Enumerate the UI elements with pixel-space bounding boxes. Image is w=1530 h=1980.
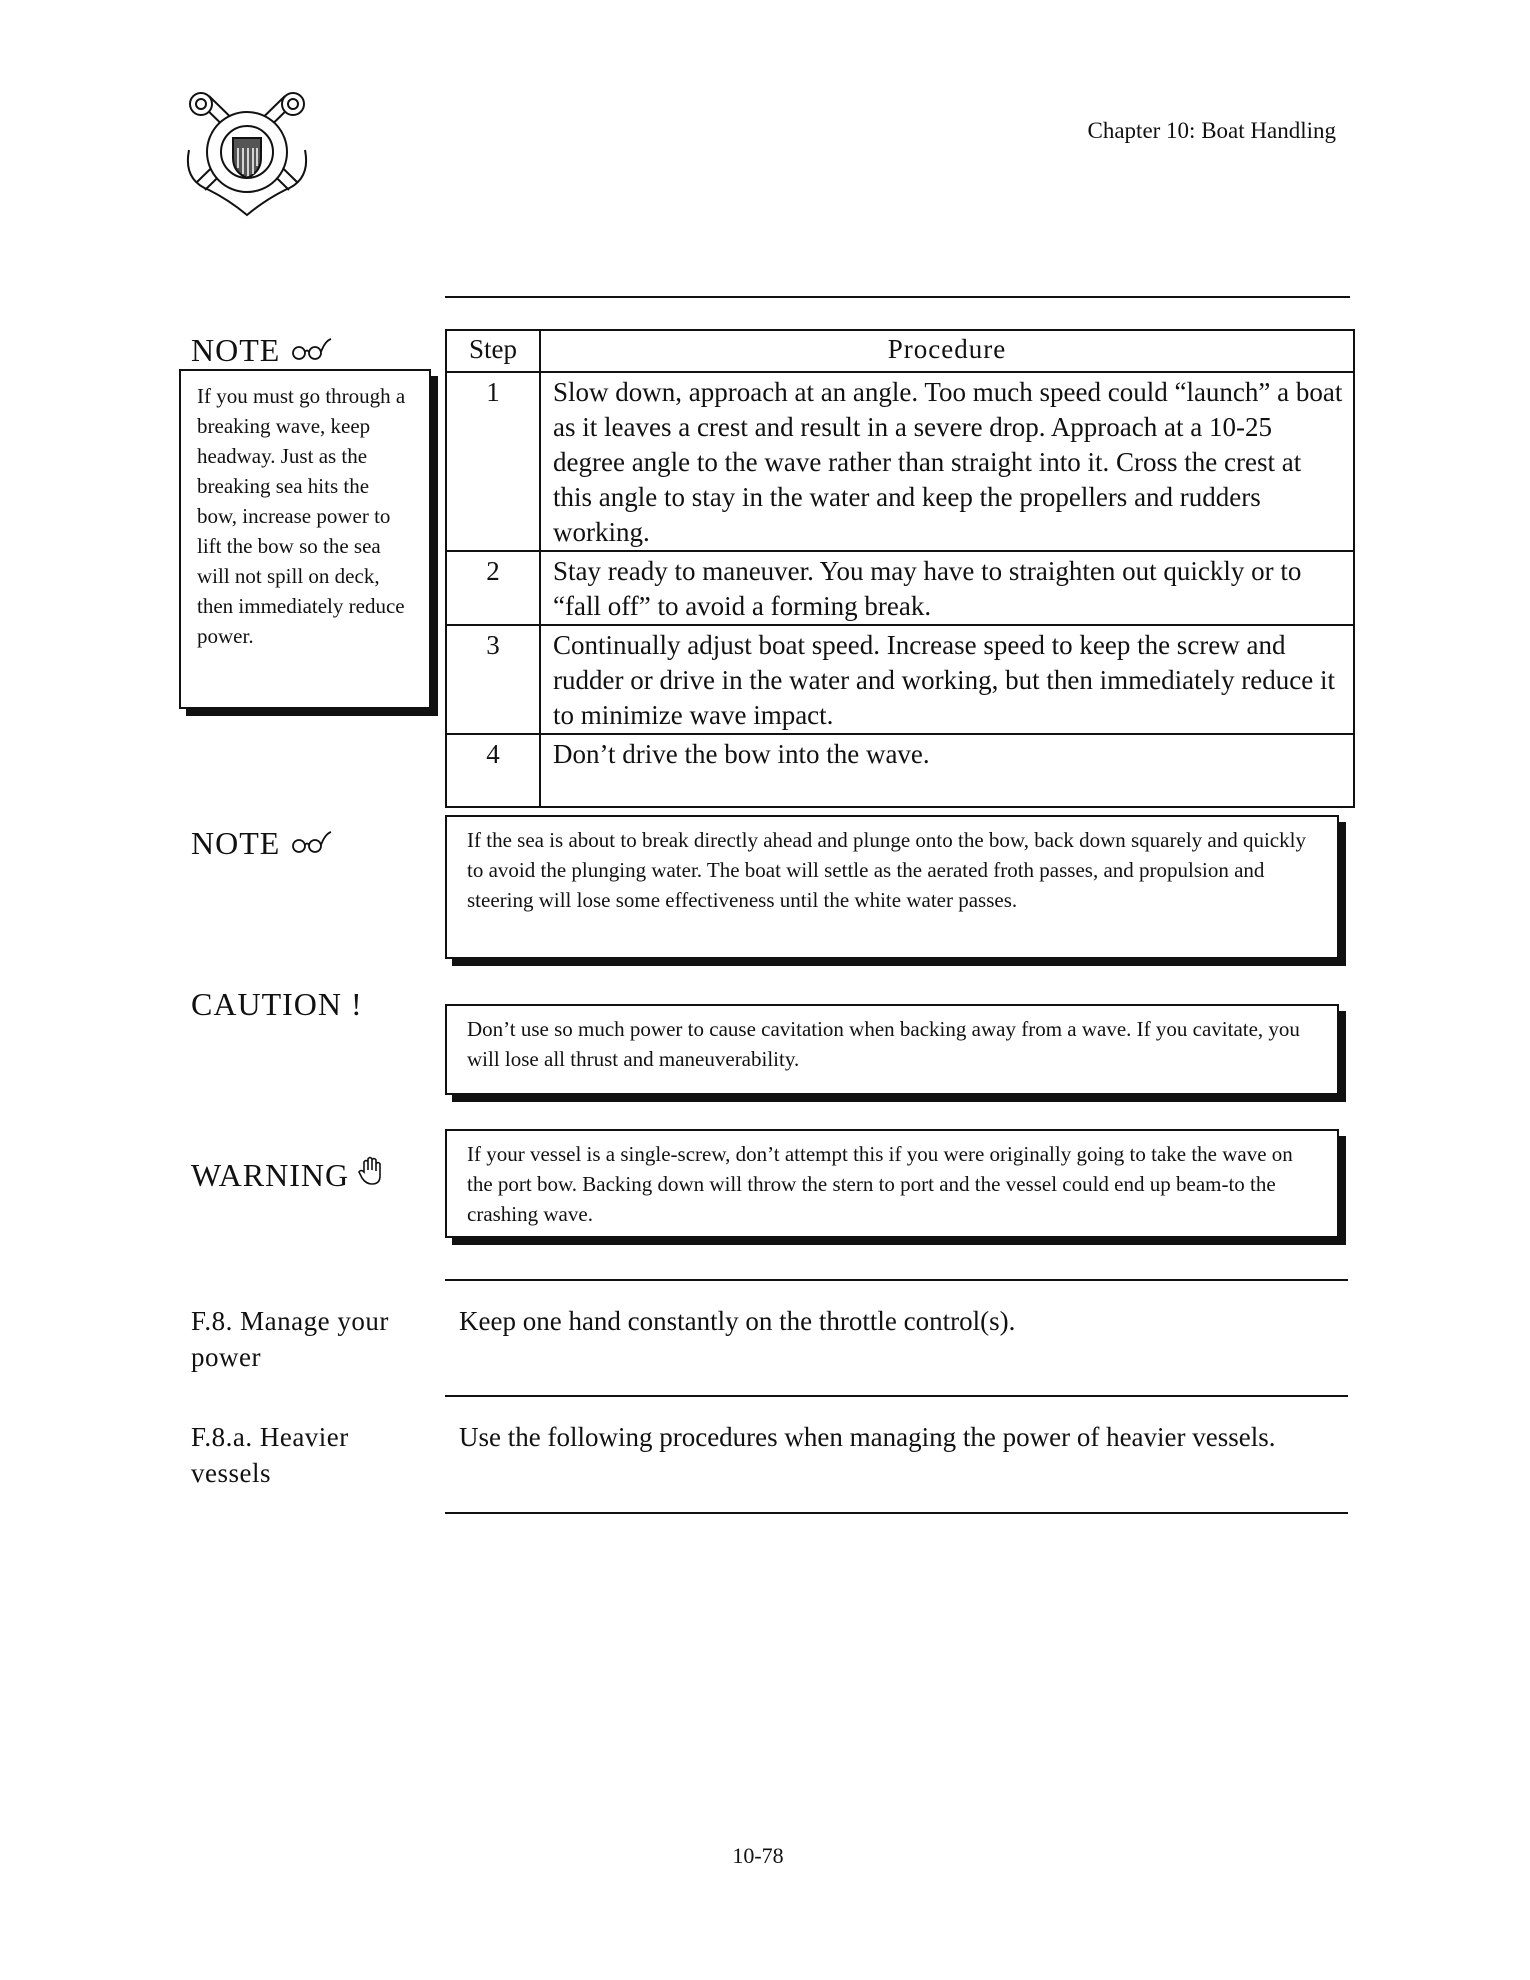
step-text: Don’t drive the bow into the wave.	[540, 734, 1354, 807]
section-text: Keep one hand constantly on the throttle control(s).	[459, 1306, 1016, 1336]
divider	[445, 1512, 1348, 1514]
warning-label-text: WARNING	[191, 1157, 350, 1193]
column-header-procedure: Procedure	[540, 330, 1354, 372]
step-text: Continually adjust boat speed. Increase speed to keep the screw and rudder or drive in the water and working, but then immediately reduce it to minimize wave impact.	[540, 625, 1354, 734]
coast-guard-logo	[179, 90, 315, 220]
step-number: 4	[446, 734, 540, 807]
note-sidebox: If you must go through a breaking wave, keep headway. Just as the breaking sea hits the bow, increase power to lift the bow so the sea will not spill on deck, then immediately reduce power.	[179, 369, 431, 709]
divider	[445, 1395, 1348, 1397]
caution-box: Don’t use so much power to cause cavitation when backing away from a wave. If you cavitate, you will lose all thrust and maneuverability.	[445, 1004, 1339, 1095]
note-label-text: NOTE	[191, 332, 281, 368]
step-text: Stay ready to maneuver. You may have to straighten out quickly or to “fall off” to avoid a forming break.	[540, 551, 1354, 625]
step-number: 2	[446, 551, 540, 625]
divider	[445, 296, 1350, 298]
chapter-header: Chapter 10: Boat Handling	[1087, 118, 1336, 143]
page-number: 10-78	[732, 1843, 784, 1868]
warning-box: If your vessel is a single-screw, don’t attempt this if you were originally going to take the wave on the port bow. Backing down will throw the stern to port and the vessel could end up beam-to the crashing wave.	[445, 1129, 1339, 1238]
step-number: 3	[446, 625, 540, 734]
table-row	[446, 734, 1354, 807]
warning-label	[191, 1156, 384, 1194]
note-label	[191, 332, 333, 369]
glasses-icon	[289, 830, 333, 854]
note-label	[191, 825, 333, 862]
note-box: If the sea is about to break directly ahead and plunge onto the bow, back down squarely and quickly to avoid the plunging water. The boat will settle as the aerated froth passes, and propulsion and steering will lose some effectiveness until the white water passes.	[445, 815, 1339, 959]
table-row	[446, 625, 1354, 734]
table-row	[446, 551, 1354, 625]
column-header-step: Step	[446, 330, 540, 372]
raised-hand-icon	[358, 1156, 384, 1186]
procedure-table	[445, 329, 1355, 808]
note-label-text: NOTE	[191, 825, 281, 861]
section-text: Use the following procedures when managing the power of heavier vessels.	[459, 1422, 1276, 1452]
divider	[445, 1279, 1348, 1281]
step-text: Slow down, approach at an angle. Too much speed could “launch” a boat as it leaves a crest and result in a severe drop. Approach at a 10-25 degree angle to the wave rather than straight into it. Cross the crest at this angle to stay in the water and keep the propellers and rudders working.	[540, 372, 1354, 551]
section-heading: F.8.a. Heavier vessels	[191, 1422, 349, 1488]
table-row	[446, 372, 1354, 551]
caution-label: CAUTION !	[191, 986, 363, 1022]
glasses-icon	[289, 337, 333, 361]
step-number: 1	[446, 372, 540, 551]
section-heading: F.8. Manage your power	[191, 1306, 389, 1372]
